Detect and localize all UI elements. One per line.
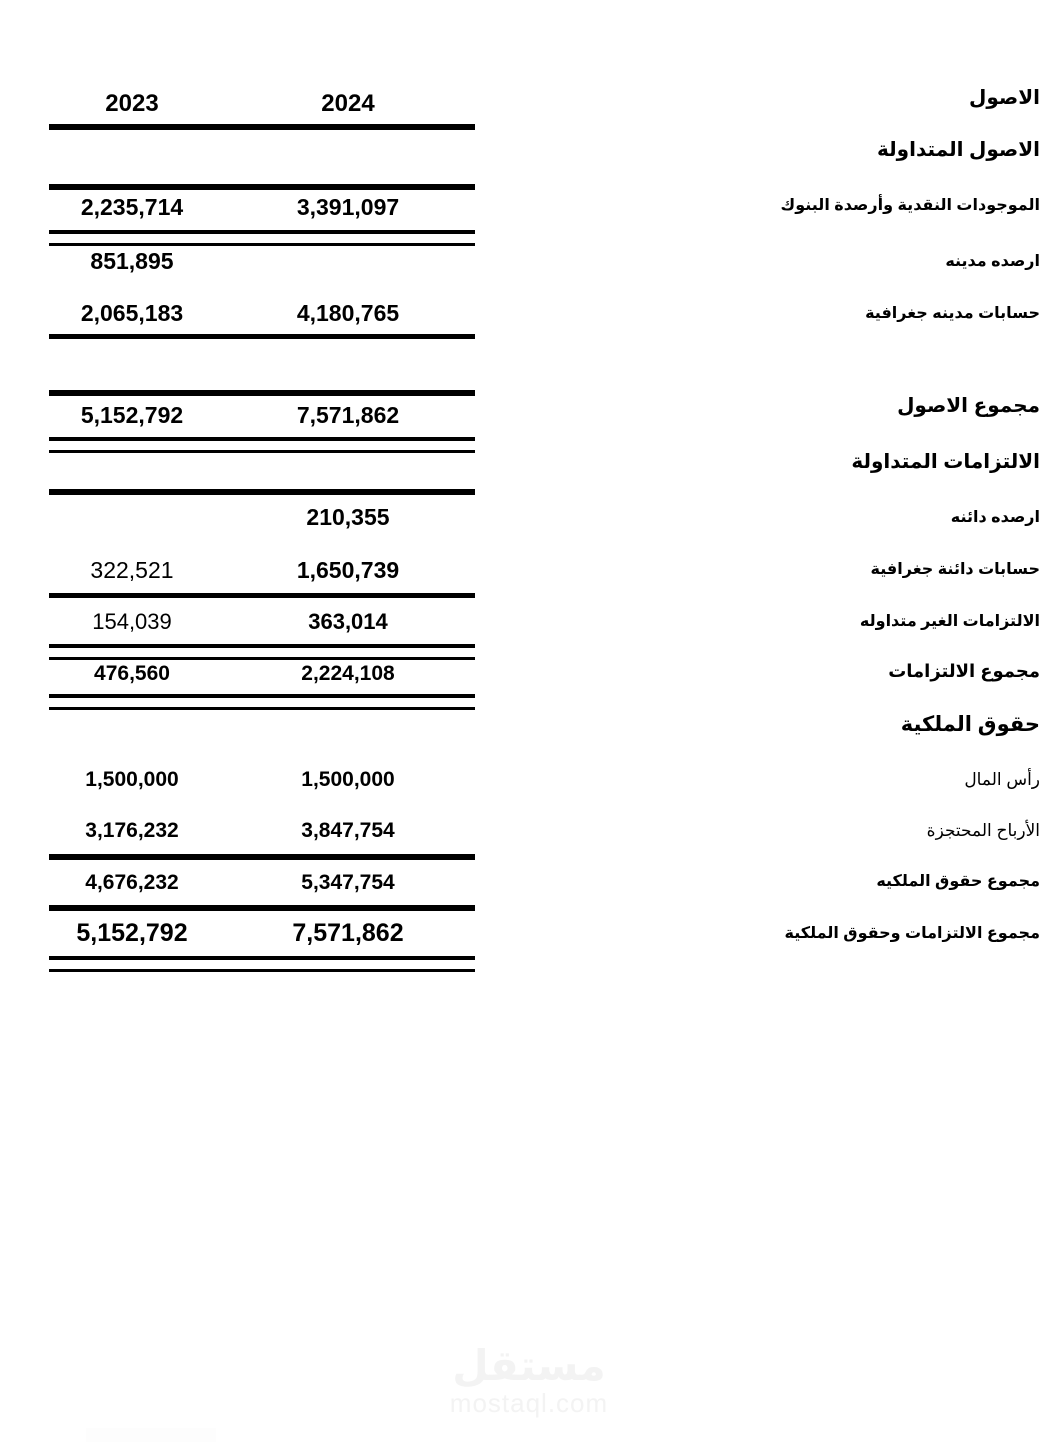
rule-closing-double [49,956,475,972]
value-geographic-receivable-2023: 2,065,183 [80,300,184,326]
value-total-assets-2023: 5,152,792 [80,402,184,428]
value-credit-balance-2024: 210,355 [306,504,390,530]
value-total-equity-2024: 5,347,754 [301,871,395,894]
rule-under-cash-row [49,230,475,246]
value-cash-2024: 3,391,097 [296,194,400,220]
rule-above-total-equity [49,854,475,860]
row-label-total-assets: مجموع الاصول [897,395,1040,417]
value-total-liabilities-2024: 2,224,108 [301,662,395,685]
row-label-debit-balance: ارصده مدينه [945,253,1040,270]
row-label-credit-balance: ارصده دائنه [950,509,1040,526]
watermark-arabic-text: مستقل [452,1342,606,1389]
value-total-assets-2024: 7,571,862 [296,402,400,428]
rule-under-total-liabilities [49,694,475,710]
row-label-noncurrent-liabilities: الالتزامات الغير متداوله [859,613,1040,630]
value-noncurrent-liabilities-2024: 363,014 [308,609,388,634]
column-header-2024: 2024 [321,90,375,117]
row-label-retained-earnings: الأرباح المحتجزة [926,821,1040,840]
rule-above-grand-total [49,905,475,911]
row-label-geographic-receivable: حسابات مدينه جغرافية [865,305,1040,322]
row-label-total-equity: مجموع حقوق الملكيه [876,873,1040,890]
row-label-total-liabilities: مجموع الالتزامات [888,661,1040,681]
section-heading-current-liabilities: الالتزامات المتداولة [851,451,1040,473]
rule-under-geographic-payable [49,593,475,598]
rule-under-total-assets [49,437,475,453]
footer-artifact [86,1428,216,1442]
section-heading-assets: الاصول [969,87,1040,109]
value-capital-2024: 1,500,000 [301,768,395,791]
column-header-2023: 2023 [105,90,159,117]
rule-under-header [49,124,475,130]
value-grand-total-2023: 5,152,792 [76,919,188,947]
value-capital-2023: 1,500,000 [85,768,179,791]
row-label-capital: رأس المال [964,770,1040,789]
value-noncurrent-liabilities-2023: 154,039 [92,609,172,634]
section-heading-current-assets: الاصول المتداولة [877,139,1040,161]
value-geographic-receivable-2024: 4,180,765 [296,300,400,326]
rule-above-total-assets [49,390,475,396]
value-retained-earnings-2024: 3,847,754 [301,819,395,842]
row-label-total-liabilities-and-equity: مجموع الالتزامات وحقوق الملكية [784,925,1040,942]
section-heading-equity: حقوق الملكية [900,713,1040,736]
value-total-liabilities-2023: 476,560 [94,662,170,685]
watermark-url-text: mostaql.com [449,1388,609,1418]
value-grand-total-2024: 7,571,862 [292,919,404,947]
rule-above-cash-row [49,184,475,190]
rule-under-receivables [49,334,475,339]
rule-above-liabilities [49,489,475,495]
numeric-table [0,0,520,1444]
value-cash-2023: 2,235,714 [80,194,184,220]
row-label-cash-and-banks: الموجودات النقدية وأرصدة البنوك [780,197,1040,214]
value-retained-earnings-2023: 3,176,232 [85,819,179,842]
value-total-equity-2023: 4,676,232 [85,871,179,894]
rule-under-noncurrent-liabilities [49,644,475,660]
value-debit-balance-2023: 851,895 [90,248,174,274]
value-geographic-payable-2023: 322,521 [90,557,174,583]
value-geographic-payable-2024: 1,650,739 [296,557,400,583]
row-label-geographic-payable: حسابات دائنة جغرافية [870,561,1040,578]
